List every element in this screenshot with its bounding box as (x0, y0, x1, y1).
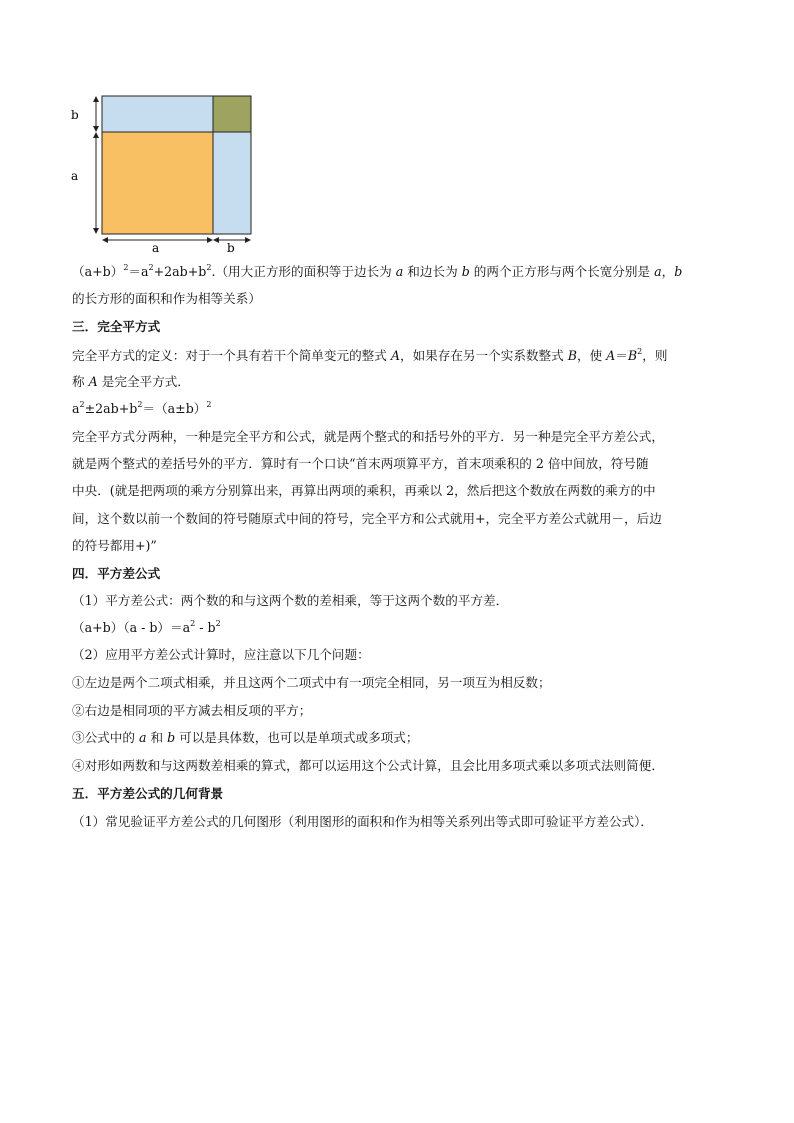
arrowhead (245, 237, 251, 243)
square-formula-line-2: 的长方形的面积和作为相等关系） (72, 291, 261, 306)
paragraph-line: 就是两个整式的差括号外的平方．算时有一个口诀“首末两项算平方，首末项乘积的 2 倍中间放，符号随 (72, 456, 649, 471)
section-heading-4: 四．平方差公式 (72, 566, 161, 581)
label-b-left: b (71, 108, 79, 122)
label-a-bottom: a (152, 241, 160, 252)
arrowhead (102, 237, 108, 243)
small-square-b (213, 96, 251, 132)
paragraph-line: （2）应用平方差公式计算时，应注意以下几个问题： (72, 647, 370, 662)
arrowhead (213, 237, 219, 243)
arrowhead (93, 96, 99, 102)
list-item: ①左边是两个二项式相乘，并且这两个二项式中有一项完全相同，另一项互为相反数； (72, 675, 551, 690)
arrowhead (93, 126, 99, 132)
paragraph-line: 中央．(就是把两项的乘方分别算出来，再算出两项的乘积，再乘以 2，然后把这个数放在两数的乘方的中 (72, 483, 656, 498)
paragraph-line: 间，这个数以前一个数间的符号随原式中间的符号，完全平方和公式就用+，完全平方差公式就用－，后边 (72, 511, 662, 526)
arrowhead (93, 228, 99, 234)
big-square-a (102, 132, 213, 234)
rect-top-ab (102, 96, 213, 132)
perfect-square-formula: $a^2\pm 2ab+b^2=(a\pm b)^2$ (72, 400, 212, 416)
paragraph-line: （1）常见验证平方差公式的几何图形（利用图形的面积和作为相等关系列出等式即可验证平方差公式）． (72, 814, 654, 829)
list-item: ③公式中的 a 和 b 可以是具体数，也可以是单项式或多项式； (72, 730, 419, 745)
section-heading-3: 三．完全平方式 (72, 319, 161, 334)
square-formula-line: $(a+b)^2=a^2+2ab+b^2$.（用大正方形的面积等于边长为 a 和边长为 b 的两个正方形与两个长宽分别是 a，b (72, 263, 683, 279)
definition-line-2: 称 A 是完全平方式． (72, 374, 190, 389)
definition-line: 完全平方式的定义：对于一个具有若干个简单变元的整式 A，如果存在另一个实系数整式 B，使 $A=B^2$，则 (72, 347, 668, 363)
label-b-bottom: b (227, 241, 235, 252)
paragraph-line: （1）平方差公式：两个数的和与这两个数的差相乘，等于这两个数的平方差． (72, 593, 509, 608)
arrowhead (93, 132, 99, 138)
list-item: ④对形如两数和与这两数差相乘的算式，都可以运用这个公式计算，且会比用多项式乘以多项式法则简便． (72, 758, 664, 773)
section-heading-5: 五．平方差公式的几何背景 (72, 786, 224, 801)
paragraph-line: 完全平方式分两种，一种是完全平方和公式，就是两个整式的和括号外的平方．另一种是完全平方差公式， (72, 429, 664, 444)
rect-right-ab (213, 132, 251, 234)
difference-of-squares-formula: $(a+b)(a - b)=a^2 - b^2$ (72, 619, 221, 635)
paragraph-line: 的符号都用+)” (72, 538, 157, 553)
list-item: ②右边是相同项的平方减去相反项的平方； (72, 703, 312, 718)
label-a-left: a (71, 169, 79, 183)
perfect-square-figure (66, 92, 266, 252)
arrowhead (207, 237, 213, 243)
